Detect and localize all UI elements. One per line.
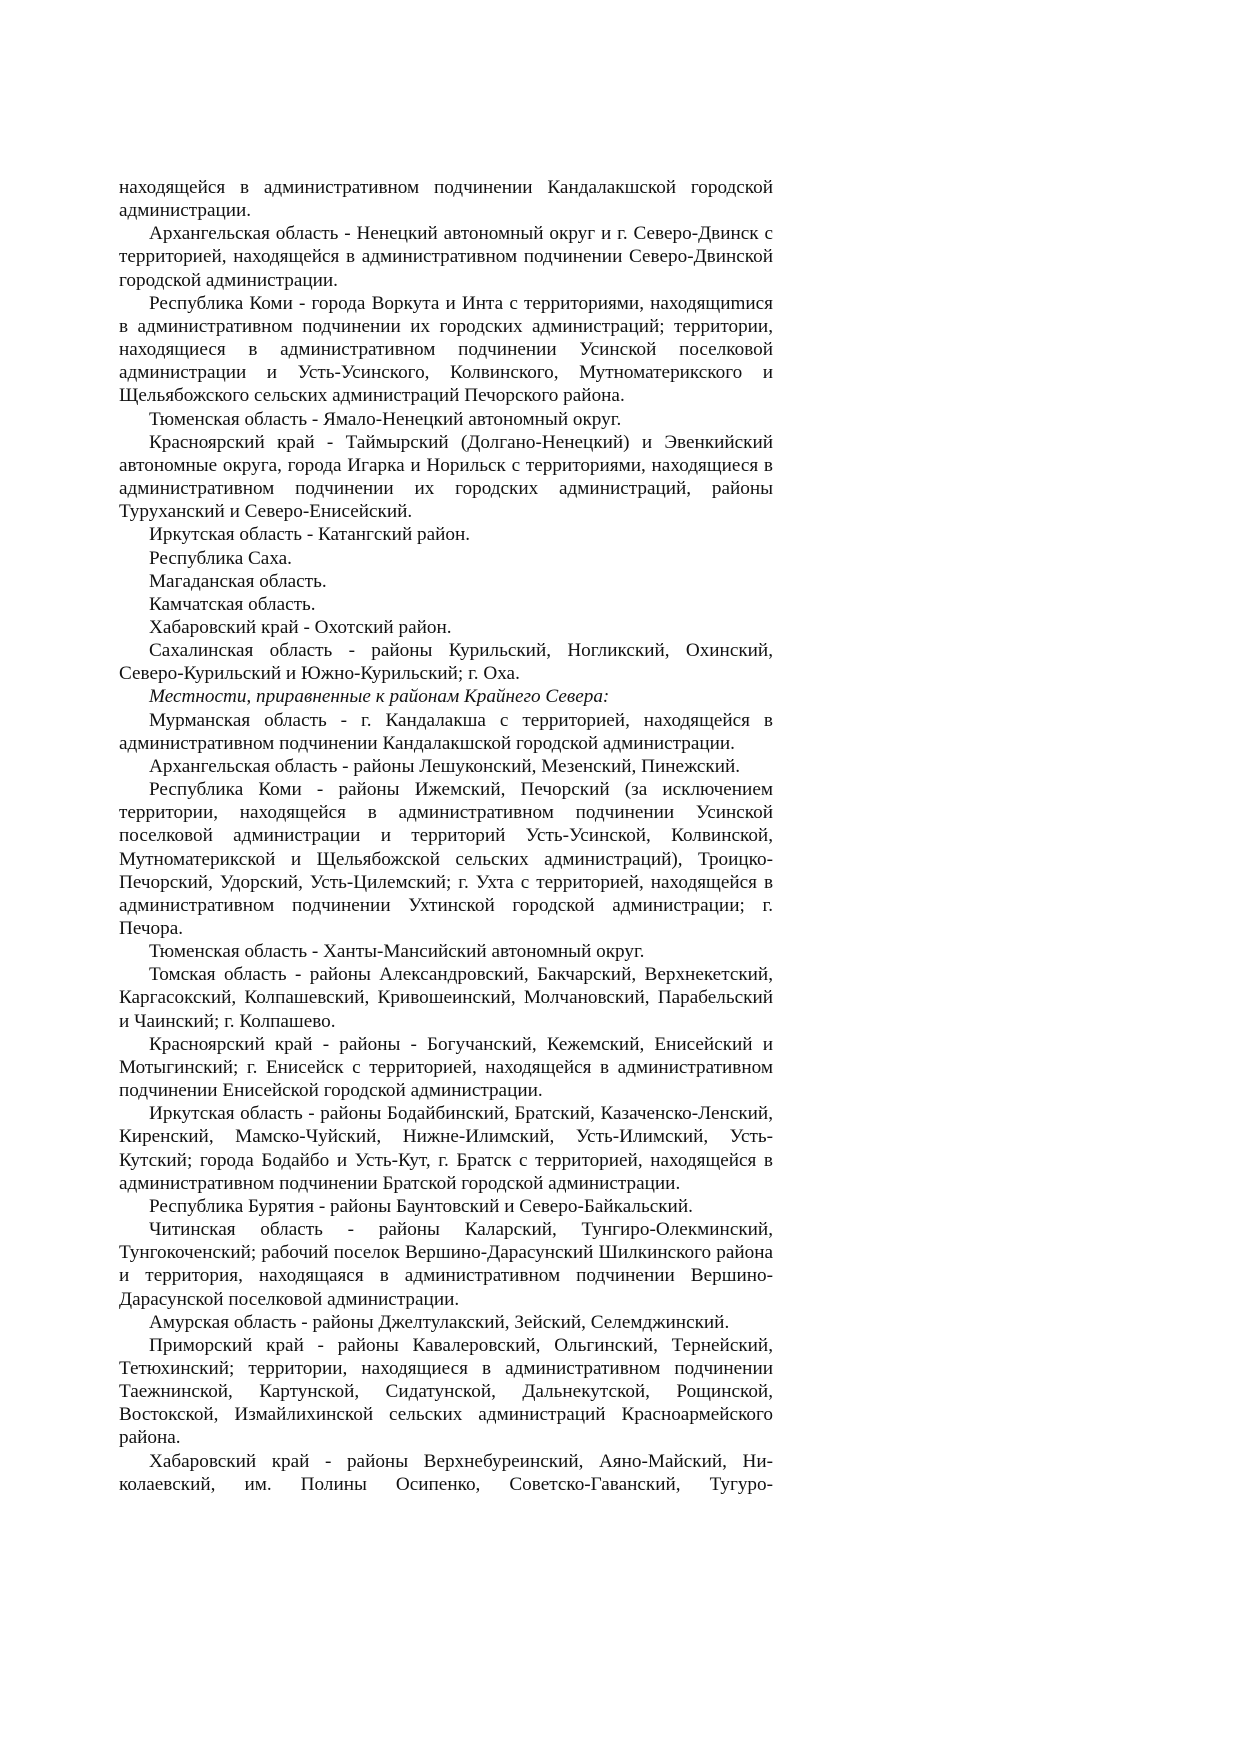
- paragraph-continuation: находящейся в административном подчинении Кандалакшской городской администрации.: [119, 177, 773, 222]
- paragraph-tyumen-equivalent: Тюменская область - Ханты-Мансийский автономный округ.: [149, 941, 645, 963]
- paragraph-tomsk: Томская область - районы Александровский, Бакчарский, Верхнекетский, Каргасокский, Колпашевский, Кривошеинский, Молчановский, Парабельский и Чаинский; г. Колпашево.: [119, 964, 773, 1032]
- paragraph-chita: Читинская область - районы Каларский, Тунгиро-Олекминский, Тунгокоченский; рабочий поселок Вершино-Дарасунский Шилкинского района и территория, находящаяся в административном подчинении Вершино-Дарасунской поселковой администрации.: [119, 1219, 773, 1310]
- paragraph-kamchatka: Камчатская область.: [149, 593, 316, 615]
- paragraph-sakha: Республика Саха.: [149, 547, 292, 569]
- paragraph-murmansk: Мурманская область - г. Кандалакша с территорией, находящейся в административном подчинении Кандалакшской городской администрации.: [119, 709, 773, 754]
- paragraph-buryatia: Республика Бурятия - районы Баунтовский и Северо-Байкальский.: [149, 1195, 693, 1217]
- paragraph-arkhangelsk-equivalent: Архангельская область - районы Лешуконский, Мезенский, Пинежский.: [149, 755, 741, 777]
- paragraph-tyumen-north: Тюменская область - Ямало-Ненецкий автономный округ.: [149, 408, 622, 430]
- paragraph-krasnoyarsk-north: Красноярский край - Таймырский (Долгано-Ненецкий) и Эвенкийский автономные округа, города Игарка и Норильск с территориями, находящиеся в административном подчинении их городских администраций, районы Туруханский и Северо-Енисейский.: [119, 431, 773, 523]
- paragraph-arkhangelsk-north: Архангельская область - Ненецкий автономный округ и г. Северо-Двинск с территорией, находящейся в административном подчинении Северо-Двинской городской администрации.: [119, 223, 773, 291]
- paragraph-irkutsk-equivalent: Иркутская область - районы Бодайбинский, Братский, Казаченско-Ленский, Киренский, Мамско-Чуйский, Нижне-Илимский, Усть-Илимский, Усть-Кутский; города Бодайбо и Усть-Кут, г. Братск с территорией, находящейся в административном подчинении Братской городской администрации.: [119, 1103, 773, 1194]
- document-page: [119, 176, 773, 1496]
- paragraph-krasnoyarsk-equivalent: Красноярский край - районы - Богучанский, Кежемский, Енисейский и Мотыгинский; г. Енисейск с территорией, находящейся в административном подчинении Енисейской городской администрации.: [119, 1033, 773, 1102]
- paragraph-amur: Амурская область - районы Джелтулакский, Зейский, Селемджинский.: [149, 1311, 730, 1333]
- paragraph-magadan: Магаданская область.: [149, 570, 327, 592]
- paragraph-irkutsk-north: Иркутская область - Катангский район.: [149, 524, 471, 546]
- section-heading-equivalent-areas: Местности, приравненные к районам Крайнего Севера:: [149, 686, 610, 708]
- paragraph-komi-equivalent: Республика Коми - районы Ижемский, Печорский (за исключением территории, находящейся в административном подчинении Усинской поселковой администрации и территорий Усть-Усинской, Колвинской, Мутноматерикской и Щельябожской сельских администраций), Троицко-Печорский, Удорский, Усть-Цилемский; г. Ухта с территорией, находящейся в административном подчинении Ухтинской городской администрации; г. Печора.: [119, 779, 773, 939]
- paragraph-primorsky: Приморский край - районы Кавалеровский, Ольгинский, Тернейский, Тетюхинский; территории, находящиеся в административном подчинении Таежнинской, Картунской, Сидатунской, Дальнекутской, Рощинской, Востокской, Измайлихинской сельских администраций Красноармейского района.: [119, 1334, 773, 1449]
- paragraph-sakhalin: Сахалинская область - районы Курильский, Ногликский, Охинский, Северо-Курильский и Южно-Курильский; г. Оха.: [119, 640, 773, 685]
- paragraph-komi-north: Республика Коми - города Воркута и Инта с территориями, находящиmися в административном подчинении их городских администраций; территории, находящиеся в административном подчинении Усинской поселковой администрации и Усть-Усинского, Колвинского, Мутноматерикского и Щельябожского сельских администраций Печорского района.: [119, 292, 773, 407]
- paragraph-khabarovsk-north: Хабаровский край - Охотский район.: [149, 616, 452, 638]
- paragraph-khabarovsk-equivalent: Хабаровский край - районы Верхнебуреинский, Аяно-Майский, Николаевский, им. Полины Осипенко, Советско-Гаванский, Тугуро-: [119, 1450, 773, 1495]
